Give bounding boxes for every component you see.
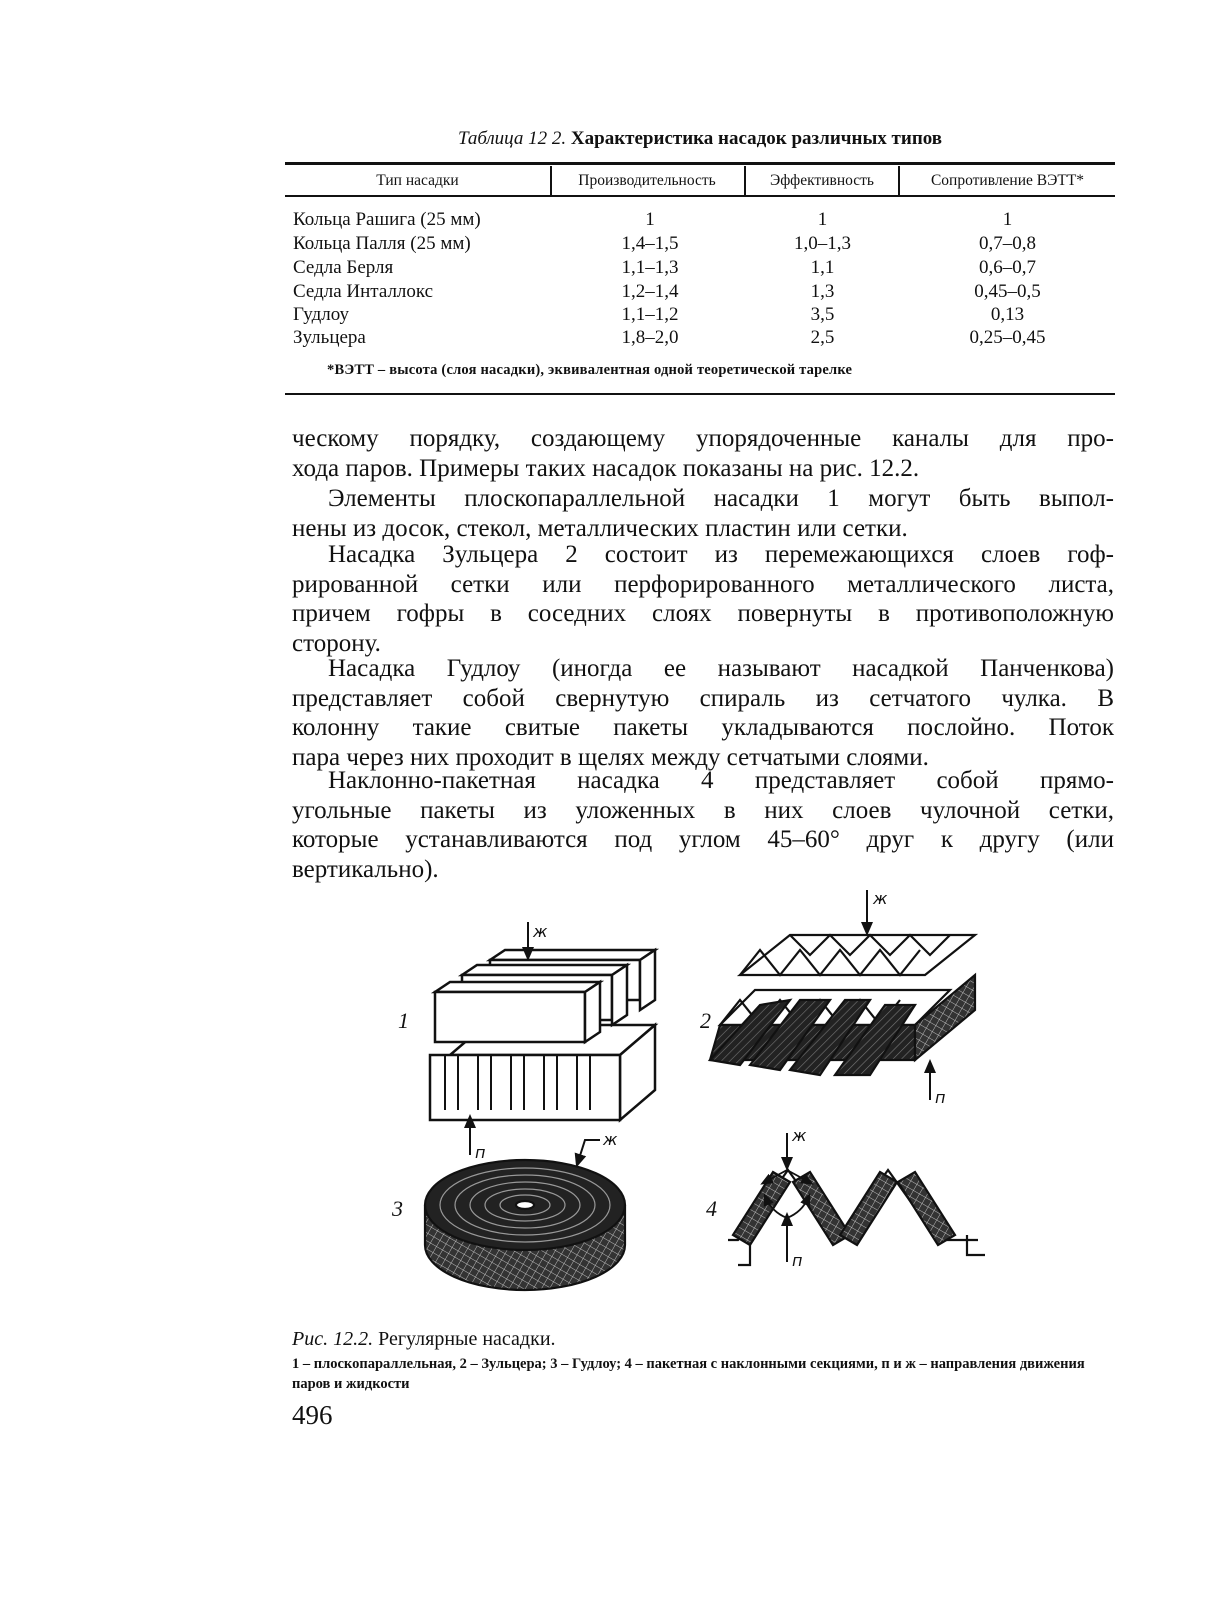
table-cell: 1,1–1,3 <box>621 257 679 278</box>
goodloe-packing-drawing <box>425 1160 625 1290</box>
figure-caption-label: Рис. 12.2. <box>292 1328 374 1350</box>
page-number: 496 <box>292 1400 333 1430</box>
table-cell: 0,6–0,7 <box>979 257 1036 278</box>
text-line: которые устанавливаются под углом 45–60° друг к другу (или <box>292 826 1114 853</box>
table-footnote: *ВЭТТ – высота (слоя насадки), эквивалентная одной теоретической тарелке <box>327 362 853 378</box>
table-cell: 0,7–0,8 <box>979 233 1036 254</box>
text-line: пара через них проходит в щелях между сетчатыми слоями. <box>292 743 929 771</box>
table-cell: 1,1–1,2 <box>621 304 679 325</box>
vapor-flow-label: п <box>792 1251 803 1270</box>
text-line: представляет собой свернутую спираль из сетчатого чулка. В <box>292 684 1114 712</box>
figure-number: 1 <box>398 1008 409 1033</box>
table-cell: 2,5 <box>810 327 835 348</box>
table-cell: 1,2–1,4 <box>621 281 679 302</box>
figure-number: 4 <box>706 1196 717 1221</box>
vapor-flow-label: п <box>935 1088 946 1107</box>
table-header-resistance: Сопротивление ВЭТТ* <box>930 172 1085 189</box>
sulzer-packing-drawing <box>710 935 975 1075</box>
plane-parallel-packing-drawing <box>430 950 655 1120</box>
table-cell: 1,1 <box>810 257 835 278</box>
figure-number: 3 <box>392 1196 403 1221</box>
table-cell: 0,13 <box>990 304 1025 325</box>
text-line: рированной сетки или перфорированного металлического листа, <box>292 570 1114 598</box>
table-cell: 1 <box>1002 209 1013 230</box>
table-cell: 1 <box>817 209 828 230</box>
table-cell: Зульцера <box>293 327 366 348</box>
text-line: хода паров. Примеры таких насадок показаны на рис. 12.2. <box>292 454 920 482</box>
table-cell: 0,25–0,45 <box>969 327 1046 348</box>
figure-number: 2 <box>700 1008 711 1033</box>
text-line: Элементы плоскопараллельной насадки 1 могут быть выпол- <box>328 485 1114 512</box>
text-line: колонну такие свитые пакеты укладываются послойно. Поток <box>292 714 1114 741</box>
text-line: Насадка Зульцера 2 состоит из перемежающихся слоев гоф- <box>328 541 1114 568</box>
vapor-flow-label: п <box>475 1143 486 1162</box>
text-line: Наклонно-пакетная насадка 4 представляет собой прямо- <box>328 767 1114 794</box>
table-caption-text: Характеристика насадок различных типов <box>570 128 943 149</box>
table-cell: Седла Берля <box>293 257 394 278</box>
liquid-flow-label: ж <box>603 1130 618 1149</box>
text-line: ческому порядку, создающему упорядоченные каналы для про- <box>292 425 1114 452</box>
text-line: Насадка Гудлоу (иногда ее называют насадкой Панченкова) <box>328 655 1114 682</box>
table-caption-label: Таблица 12 2. <box>457 128 567 149</box>
text-line: вертикально). <box>292 855 439 883</box>
table-header-type: Тип насадки <box>376 172 459 189</box>
table-cell: Седла Инталлокс <box>293 281 434 302</box>
table-cell: 3,5 <box>810 304 835 325</box>
figure-legend: 1 – плоскопараллельная, 2 – Зульцера; 3 – Гудлоу; 4 – пакетная с наклонными секциями, п и ж – направления движения паров и жидкости <box>292 1356 1085 1392</box>
text-line: угольные пакеты из уложенных в них слоев чулочной сетки, <box>292 796 1114 824</box>
inclined-packet-packing-drawing <box>728 1170 985 1265</box>
liquid-flow-label: ж <box>792 1126 807 1145</box>
table-cell: 1,8–2,0 <box>621 327 679 348</box>
liquid-flow-label: ж <box>533 922 548 941</box>
table-cell: 0,45–0,5 <box>974 281 1041 302</box>
table-header-performance: Производительность <box>578 172 716 189</box>
table-cell: 1,3 <box>810 281 835 302</box>
liquid-flow-label: ж <box>873 889 888 908</box>
figure-caption <box>292 1328 556 1351</box>
table-cell: Гудлоу <box>293 304 349 325</box>
text-line: сторону. <box>292 629 381 657</box>
table-cell: 1 <box>645 209 655 230</box>
figure-caption-text: Регулярные насадки. <box>378 1328 556 1350</box>
text-line: причем гофры в соседних слоях повернуты в противоположную <box>292 600 1114 627</box>
table-cell: 1,0–1,3 <box>794 233 851 254</box>
table-cell: 1,4–1,5 <box>621 233 679 254</box>
table-header-efficiency: Эффективность <box>770 172 874 189</box>
table-cell: Кольца Рашига (25 мм) <box>293 209 481 230</box>
table-cell: Кольца Палля (25 мм) <box>293 233 471 254</box>
text-line: нены из досок, стекол, металлических пластин или сетки. <box>292 514 908 542</box>
